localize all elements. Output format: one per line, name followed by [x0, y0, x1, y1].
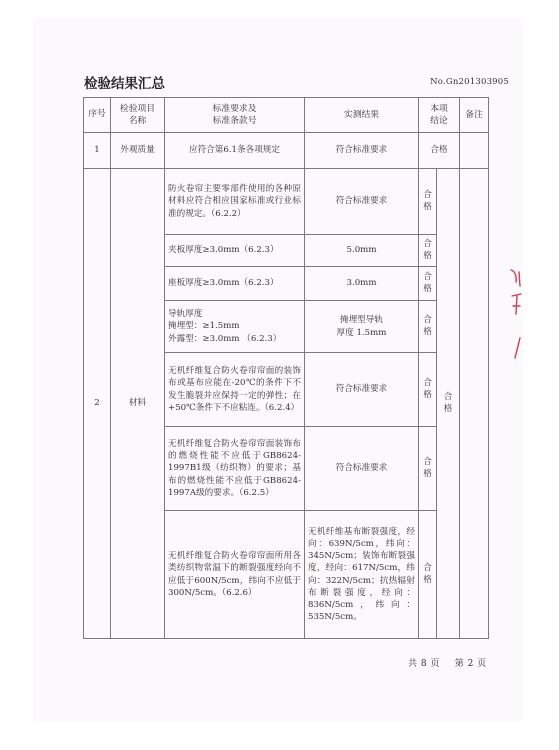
row-conclusion: 合格	[419, 133, 460, 169]
table-row	[84, 169, 489, 235]
table-row	[84, 133, 489, 169]
header-standard: 标准要求及标准条款号	[165, 98, 305, 133]
sub-conclusion: 合格	[419, 301, 437, 353]
page-number: 第 2 页	[454, 659, 487, 669]
sub-result: 符合标准要求	[305, 427, 419, 511]
overall-conclusion: 合格	[437, 169, 460, 639]
row-result: 符合标准要求	[305, 133, 419, 169]
standard-line: 外露型：≥3.0mm （6.2.3）	[168, 333, 282, 344]
sub-standard: 无机纤维复合防火卷帘帘面装饰布的燃烧性能不应低于GB8624-1997B1级（纺织物）的要求；基布的燃烧性能不应低于GB8624-1997A级的要求。（6.2.5）	[165, 427, 305, 511]
result-line: 厚度 1.5mm	[336, 327, 387, 338]
sub-result: 3.0mm	[305, 267, 419, 301]
sub-conclusion: 合格	[419, 169, 437, 235]
page-title: 检验结果汇总	[84, 76, 165, 92]
header-remark: 备注	[460, 98, 489, 133]
header-seq: 序号	[84, 98, 111, 133]
sub-standard: 防火卷帘主要零部件使用的各种原材料应符合相应国家标准或行业标准的规定。（6.2.2）	[165, 169, 305, 235]
standard-line: 导轨厚度	[168, 309, 203, 320]
header-item: 检验项目名称	[111, 98, 165, 133]
row-item: 材料	[111, 169, 165, 639]
sub-result: 符合标准要求	[305, 353, 419, 427]
sub-standard: 无机纤维复合防火卷帘帘面的装饰布或基布应能在-20℃的条件下不发生脆裂并应保持一定的弹性；在+50℃条件下不应粘连。（6.2.4）	[165, 353, 305, 427]
row-seq: 2	[84, 169, 111, 639]
sub-result: 无机纤维基布断裂强度，经向：639N/5cm，纬向：345N/5cm；装饰布断裂强度，经向：617N/5cm，纬向：322N/5cm；抗热辐射布断裂强度，经向：836N/5cm，纬向：535N/5cm。	[305, 511, 419, 639]
row-standard: 应符合第6.1条各项规定	[165, 133, 305, 169]
row-remark	[460, 169, 489, 639]
inspection-results-table	[83, 97, 489, 639]
sub-conclusion: 合格	[419, 427, 437, 511]
page-footer	[408, 656, 487, 669]
sub-conclusion: 合格	[419, 235, 437, 267]
table-header-row	[84, 98, 489, 133]
row-seq: 1	[84, 133, 111, 169]
sub-standard: 夹板厚度≥3.0mm（6.2.3）	[165, 235, 305, 267]
row-item: 外观质量	[111, 133, 165, 169]
sub-conclusion: 合格	[419, 353, 437, 427]
row-remark	[460, 133, 489, 169]
sub-standard	[165, 301, 305, 353]
red-seal-mark	[508, 266, 526, 362]
sub-standard: 无机纤维复合防火卷帘帘面所用各类纺织物常温下的断裂强度经向不应低于600N/5cm，纬向不应低于300N/5cm。（6.2.6）	[165, 511, 305, 639]
header-result: 实测结果	[305, 98, 419, 133]
report-number: No.Gn201303905	[430, 77, 509, 87]
standard-line: 掩埋型：≥1.5mm	[168, 321, 240, 332]
total-pages: 共 8 页	[408, 659, 440, 669]
sub-conclusion: 合格	[419, 267, 437, 301]
header-conclusion: 本项结论	[419, 98, 460, 133]
sub-result	[305, 301, 419, 353]
sub-result: 5.0mm	[305, 235, 419, 267]
sub-conclusion: 合格	[419, 511, 437, 639]
result-line: 掩埋型导轨	[340, 315, 383, 326]
sub-standard: 座板厚度≥3.0mm（6.2.3）	[165, 267, 305, 301]
sub-result: 符合标准要求	[305, 169, 419, 235]
